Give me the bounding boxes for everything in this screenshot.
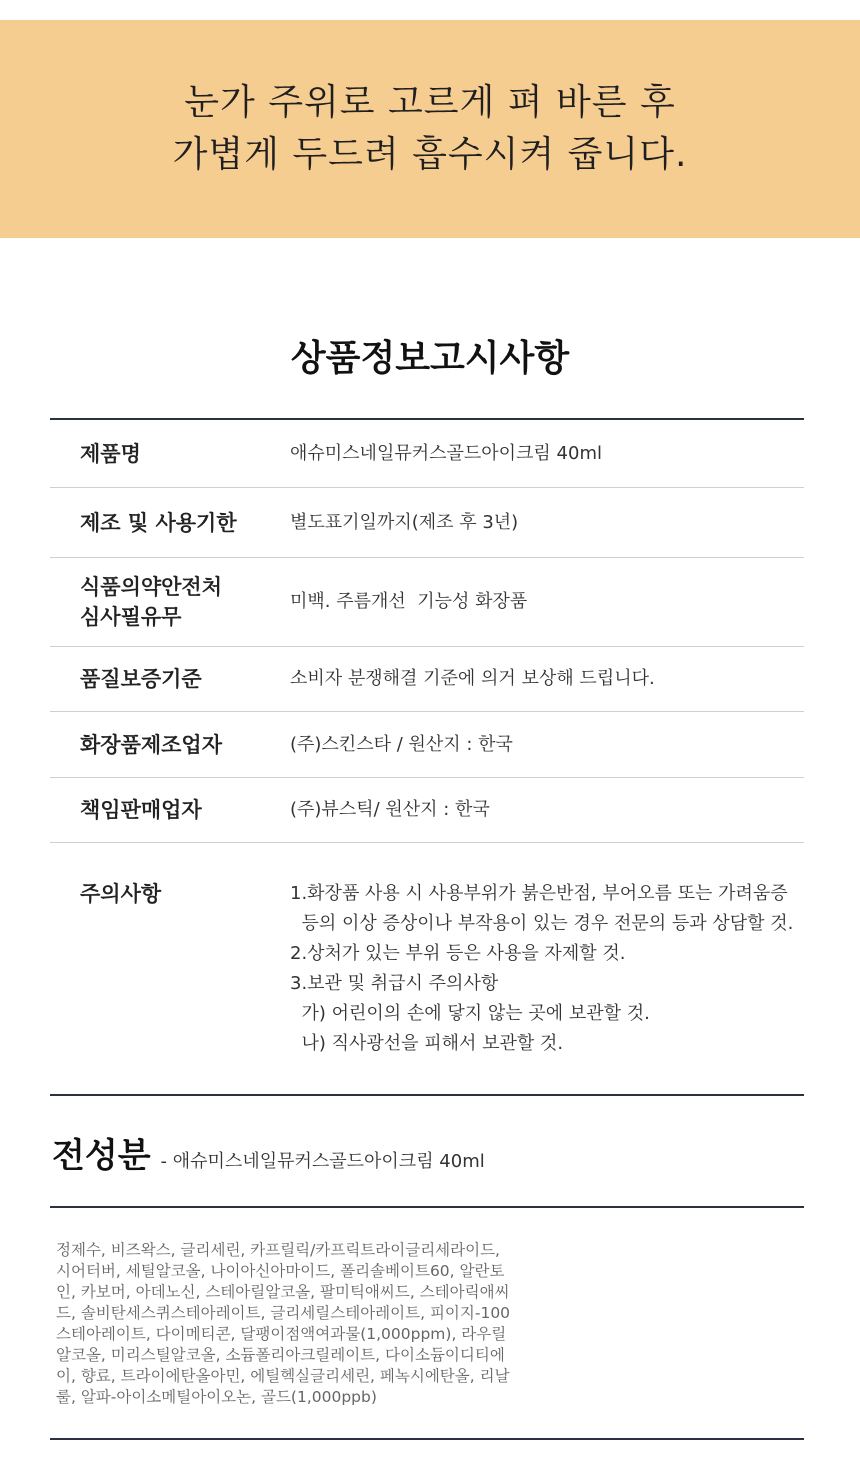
ingredients-line: 시어터버, 세틸알코올, 나이아신아마이드, 폴리솔베이트60, 알란토 bbox=[56, 1262, 505, 1280]
caution-list bbox=[290, 879, 794, 1059]
ingredients-title: 전성분 bbox=[52, 1136, 151, 1176]
row-label: 화장품제조업자 bbox=[80, 732, 223, 757]
row-label: 제조 및 사용기한 bbox=[80, 510, 237, 535]
banner-line-2: 가볍게 두드려 흡수시켜 줍니다. bbox=[172, 134, 688, 175]
table-row bbox=[50, 711, 804, 777]
table-row bbox=[50, 646, 804, 711]
ingredients-subtitle: - 애슈미스네일뮤커스골드아이크림 40ml bbox=[160, 1151, 485, 1172]
ingredients-line: 스테아레이트, 다이메티콘, 달팽이점액여과물(1,000ppm), 라우릴 bbox=[56, 1325, 507, 1343]
notice-title: 상품정보고시사항 bbox=[290, 338, 570, 379]
row-label bbox=[50, 572, 290, 632]
row-label-line: 식품의약안전처 bbox=[80, 575, 223, 599]
table-row bbox=[50, 418, 804, 487]
ingredients-line: 드, 솔비탄세스퀴스테아레이트, 글리세릴스테아레이트, 피이지-100 bbox=[56, 1304, 511, 1322]
row-value: 소비자 분쟁해결 기준에 의거 보상해 드립니다. bbox=[290, 668, 655, 689]
ingredients-heading bbox=[52, 1128, 485, 1177]
divider bbox=[50, 1438, 804, 1440]
row-value bbox=[290, 879, 804, 1059]
table-row bbox=[50, 557, 804, 646]
table-row bbox=[50, 487, 804, 557]
row-value: 미백. 주름개선 기능성 화장품 bbox=[290, 591, 528, 612]
row-value: 별도표기일까지(제조 후 3년) bbox=[290, 511, 519, 533]
caution-line: 등의 이상 증상이나 부작용이 있는 경우 전문의 등과 상담할 것. bbox=[290, 913, 794, 934]
row-label: 제품명 bbox=[80, 441, 141, 466]
caution-line: 나) 직사광선을 피해서 보관할 것. bbox=[290, 1033, 564, 1054]
caution-line: 2.상처가 있는 부위 등은 사용을 자제할 것. bbox=[290, 943, 626, 964]
ingredients-line: 인, 카보머, 아데노신, 스테아릴알코올, 팔미틱애씨드, 스테아릭애씨 bbox=[56, 1283, 510, 1301]
row-value: (주)뷰스틱/ 원산지 : 한국 bbox=[290, 799, 490, 820]
row-label: 주의사항 bbox=[80, 882, 162, 906]
divider bbox=[50, 1206, 804, 1208]
row-label-line: 심사필유무 bbox=[80, 605, 182, 629]
table-row bbox=[50, 777, 804, 842]
table-row bbox=[50, 842, 804, 1094]
row-value: (주)스킨스타 / 원산지 : 한국 bbox=[290, 733, 513, 755]
ingredients-line: 알코올, 미리스틸알코올, 소듐폴리아크릴레이트, 다이소듐이디티에 bbox=[56, 1346, 505, 1364]
row-label: 품질보증기준 bbox=[80, 667, 202, 691]
ingredients-line: 이, 향료, 트라이에탄올아민, 에틸헥실글리세린, 페녹시에탄올, 리날 bbox=[56, 1367, 510, 1385]
caution-line: 3.보관 및 취급시 주의사항 bbox=[290, 973, 499, 994]
ingredients-line: 정제수, 비즈왁스, 글리세린, 카프릴릭/카프릭트라이글리세라이드, bbox=[56, 1241, 500, 1259]
usage-banner bbox=[0, 20, 860, 238]
ingredients-list bbox=[56, 1240, 526, 1408]
ingredients-line: 룰, 알파-아이소메틸아이오논, 골드(1,000ppb) bbox=[56, 1388, 377, 1406]
divider bbox=[50, 1094, 804, 1096]
caution-line: 1.화장품 사용 시 사용부위가 붉은반점, 부어오름 또는 가려움증 bbox=[290, 883, 788, 904]
caution-line: 가) 어린이의 손에 닿지 않는 곳에 보관할 것. bbox=[290, 1003, 650, 1024]
row-value: 애슈미스네일뮤커스골드아이크림 40ml bbox=[290, 442, 602, 464]
banner-line-1: 눈가 주위로 고르게 펴 바른 후 bbox=[184, 82, 676, 123]
row-label: 책임판매업자 bbox=[80, 798, 202, 822]
product-info-table bbox=[50, 418, 804, 1094]
